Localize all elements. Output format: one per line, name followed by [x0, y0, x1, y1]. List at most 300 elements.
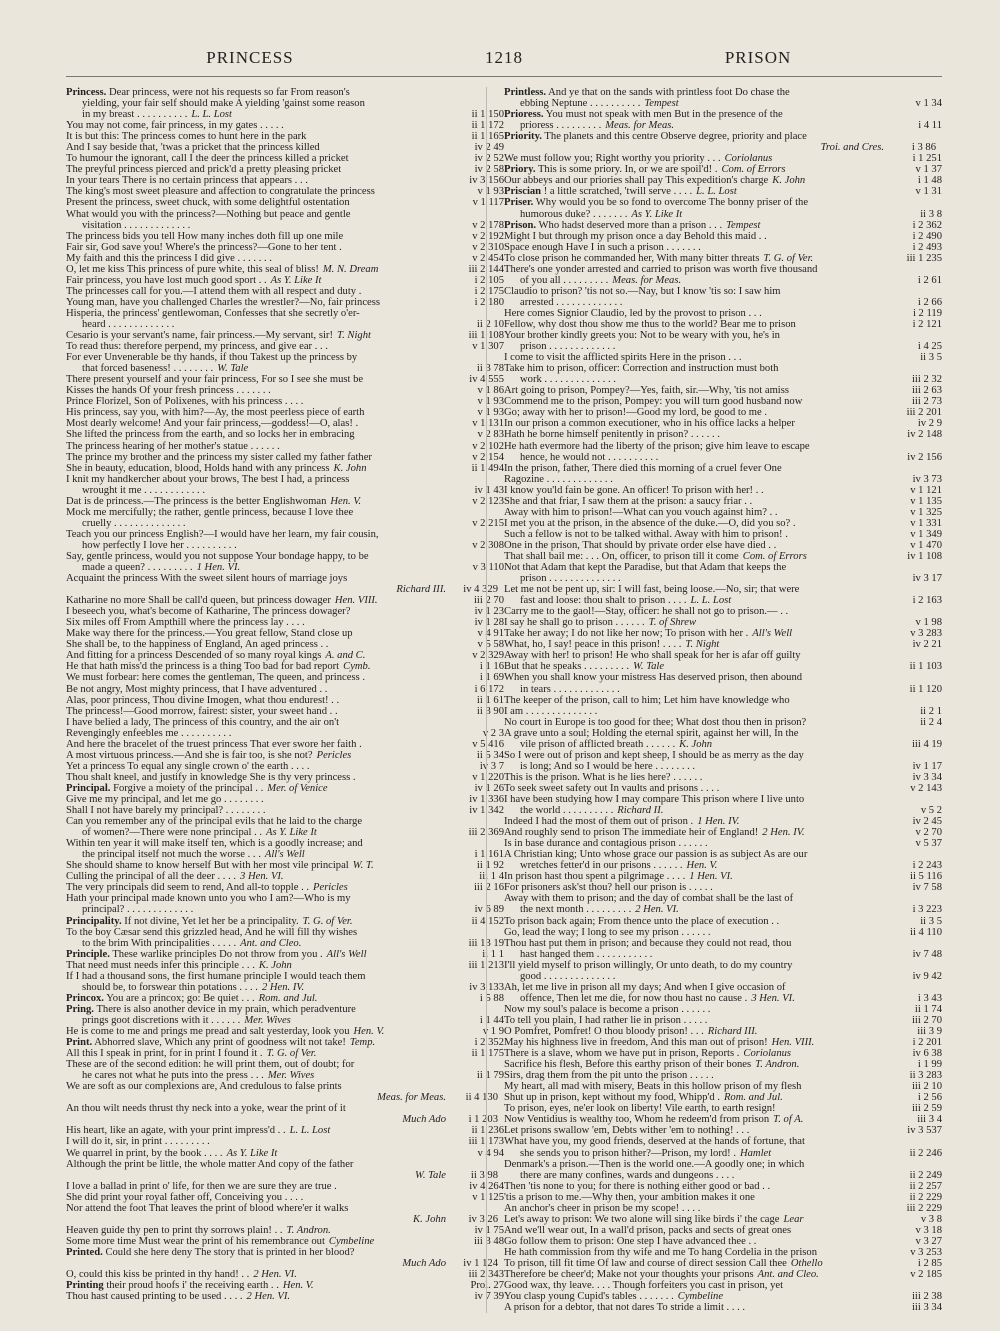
concordance-entry — [66, 927, 504, 938]
entry-reference: i 2 362 — [912, 219, 942, 231]
play-source: Hen. V. — [282, 1280, 314, 1292]
quotation-text: wrought it me . . . . . . . . . . . . — [82, 484, 205, 496]
quotation-text: offence, Then let me die, for now thou hast no cause . — [520, 992, 748, 1004]
entry-reference: iv 2 45 — [912, 816, 942, 828]
entry-reference: v 3 18 — [915, 1224, 942, 1236]
concordance-entry — [504, 650, 942, 661]
concordance-entry — [504, 1192, 942, 1203]
concordance-entry — [504, 540, 942, 551]
concordance-entry — [504, 584, 942, 595]
quotation-text: of you all . . . . . . . . . — [520, 274, 609, 286]
quotation-text: Be not angry, Most mighty princess, that I have adventured . . — [66, 683, 328, 695]
quotation-text: Shall I not have barely my principal? . . . . . . . . — [66, 805, 266, 817]
entry-reference: v 5 37 — [915, 838, 942, 850]
concordance-entry — [504, 1258, 942, 1269]
entry-reference: ii 2 249 — [909, 1169, 942, 1181]
concordance-entry — [66, 164, 504, 175]
concordance-entry — [504, 1070, 942, 1081]
entry-reference: i 1 16 — [479, 661, 504, 673]
play-source: Com. of Errors — [721, 164, 786, 176]
concordance-entry — [66, 1247, 504, 1258]
entry-reference: ii 1 172 — [471, 120, 504, 132]
quotation-text: Why would you be so fond to overcome The bonny priser of the — [535, 197, 809, 209]
concordance-entry — [66, 109, 504, 120]
concordance-entry — [504, 1048, 942, 1059]
concordance-entry — [504, 772, 942, 783]
headword: Principal. — [66, 782, 111, 794]
quotation-text: cruelly . . . . . . . . . . . . . . — [82, 517, 186, 529]
quotation-text: And roughly send to prison The immediate heir of England! — [504, 827, 759, 839]
concordance-entry — [504, 816, 942, 827]
entry-reference: iii 2 63 — [911, 385, 942, 397]
entry-reference: iv 1 17 — [912, 760, 942, 772]
concordance-entry — [504, 1148, 942, 1159]
concordance-entry — [504, 529, 942, 540]
headword: Princess. — [66, 87, 107, 98]
quotation-text: Take her away; I do not like her now; To prison with her . — [504, 628, 749, 640]
quotation-text: 'tis a prison to me.—Why then, your ambition makes it one — [504, 1191, 755, 1203]
quotation-text: is long; And so I would be here . . . . . . . . — [520, 760, 696, 772]
play-source: As Y. Like It — [226, 1147, 278, 1159]
entry-reference: iv 7 58 — [912, 882, 942, 894]
concordance-entry — [504, 474, 942, 485]
entry-reference: iv 1 28 — [474, 617, 504, 629]
play-source: K. John — [413, 1213, 446, 1225]
quotation-text: We quarrel in print, by the book . . . . — [66, 1147, 223, 1159]
concordance-entry — [66, 761, 504, 772]
concordance-entry — [66, 794, 504, 805]
concordance-entry — [504, 385, 942, 396]
concordance-entry — [504, 750, 942, 761]
quotation-text: These are of the second edition: he will print them, out of doubt; for — [66, 1059, 355, 1071]
concordance-entry — [504, 661, 942, 672]
entry-reference: iii 1 235 — [906, 252, 942, 264]
quotation-text: Cesario is your servant's name, fair princess.—My servant, sir! — [66, 330, 333, 342]
quotation-text: Abhorred slave, Which any print of goodness wilt not take! — [94, 1037, 346, 1049]
concordance-entry — [504, 175, 942, 186]
concordance-entry — [504, 352, 942, 363]
concordance-entry — [66, 363, 504, 374]
quotation-text: She and that friar, I saw them at the prison: a saucy friar . . — [504, 495, 753, 507]
entry-reference: i 3 223 — [912, 904, 942, 916]
entry-reference: iii 2 59 — [911, 1103, 942, 1115]
entry-reference: ii 3 5 — [920, 352, 942, 364]
play-source: K. John — [258, 959, 292, 971]
quotation-text: Such a fellow is not to be talked withal. Away with him to prison! . — [504, 528, 788, 540]
entry-reference: v 2 178 — [472, 219, 504, 231]
entry-reference: v 1 349 — [910, 528, 942, 540]
concordance-entry — [66, 595, 504, 606]
entry-reference: iii 2 201 — [906, 407, 942, 419]
quotation-text: A most virtuous princess.—And she is fair too, is she not? — [66, 749, 313, 761]
concordance-entry — [504, 308, 942, 319]
play-source: 1 Hen. VI. — [689, 871, 733, 883]
entry-reference: iv 4 264 — [469, 1180, 504, 1192]
entry-reference: v 1 37 — [915, 164, 942, 176]
concordance-entry — [66, 374, 504, 385]
headword: Printless. — [504, 87, 547, 98]
play-source: T. G. of Ver. — [763, 252, 814, 264]
entry-reference: iv 1 23 — [474, 606, 504, 618]
entry-reference: i 2 490 — [912, 230, 942, 242]
concordance-entry — [66, 617, 504, 628]
quotation-text: It is but this: The princess comes to hunt here in the park — [66, 131, 307, 143]
concordance-entry — [66, 330, 504, 341]
play-source: T. Andron. — [755, 1059, 800, 1071]
concordance-entry — [504, 938, 942, 949]
quotation-text: Therefore be cheer'd; Make not your thoughts your prisons — [504, 1269, 754, 1281]
quotation-text: Give me my principal, and let me go . . . . . . . . — [66, 794, 264, 805]
entry-reference: iii 2 144 — [468, 263, 504, 275]
play-source: Coriolanus — [743, 1048, 792, 1060]
entry-reference: v 2 123 — [472, 495, 504, 507]
quotation-text: Space enough Have I in such a prison . . . . . . . — [504, 241, 701, 253]
concordance-entry — [66, 1026, 504, 1037]
quotation-text: Who hadst deserved more than a prison . . . — [538, 219, 723, 231]
concordance-entry — [66, 938, 504, 949]
entry-reference: ii 1 150 — [471, 109, 504, 121]
entry-reference: ii 5 116 — [910, 871, 942, 883]
concordance-entry — [66, 131, 504, 142]
quotation-text: in tears . . . . . . . . . . . . . — [520, 683, 620, 695]
concordance-entry — [504, 197, 942, 208]
concordance-entry — [66, 849, 504, 860]
quotation-text: Thou shalt kneel, and justify in knowledge She is thy very princess . — [66, 771, 356, 783]
quotation-text: Now my soul's palace is become a prison . . . . . . — [504, 1003, 711, 1015]
play-source: 2 Hen. VI. — [635, 904, 679, 916]
concordance-entry — [504, 441, 942, 452]
concordance-entry — [66, 816, 504, 827]
concordance-entry — [504, 153, 942, 164]
quotation-text: I knit my handkercher about your brows, The best I had, a princess — [66, 473, 350, 485]
quotation-text: O Pomfret, Pomfret! O thou bloody prison! . . . — [504, 1025, 704, 1037]
quotation-text: Might I but through my prison once a day Behold this maid . . — [504, 230, 767, 242]
play-source: As Y. Like It — [631, 208, 683, 220]
quotation-text: The king's most sweet pleasure and affection to congratulate the princess — [66, 186, 375, 198]
quotation-text: Most dearly welcome! And your fair princess,—goddess!—O, alas! . — [66, 418, 359, 430]
concordance-entry — [66, 297, 504, 308]
quotation-text: prings goot discretions with it . . . . . . — [82, 1014, 241, 1026]
concordance-entry — [504, 1280, 942, 1291]
quotation-text: That shall bail me: . . . On, officer, to prison till it come — [504, 550, 739, 562]
entry-reference: i 4 11 — [918, 120, 942, 132]
quotation-text: should be, to forswear thin potations . . . . — [82, 981, 258, 993]
concordance-entry — [504, 728, 942, 739]
quotation-text: fast and loose: thou shalt to prison . . . . — [520, 595, 687, 607]
quotation-text: Fair sir, God save you! Where's the princess?—Gone to her tent . — [66, 241, 342, 253]
concordance-entry — [66, 87, 504, 98]
concordance-entry — [504, 396, 942, 407]
quotation-text: heard . . . . . . . . . . . . . — [82, 318, 175, 330]
play-source: W. Tale — [414, 1169, 446, 1181]
entry-reference: v 3 27 — [915, 1235, 942, 1247]
quotation-text: Acquaint the princess With the sweet silent hours of marriage joys — [66, 573, 348, 585]
entry-reference: v 1 121 — [910, 484, 942, 496]
quotation-text: She should shame to know herself But with her most vile principal — [66, 860, 349, 872]
entry-reference: v 2 154 — [472, 451, 504, 463]
concordance-entry — [504, 98, 942, 109]
concordance-entry — [504, 1136, 942, 1147]
concordance-entry — [504, 882, 942, 893]
concordance-entry — [504, 374, 942, 385]
entry-reference: ii 1 61 — [476, 694, 504, 706]
entry-reference: v 2 310 — [472, 241, 504, 253]
entry-reference: i 2 352 — [474, 1037, 504, 1049]
quotation-text: Heaven guide thy pen to print thy sorrows plain! . . — [66, 1224, 283, 1236]
entry-reference: i 2 66 — [917, 296, 942, 308]
concordance-entry — [66, 783, 504, 794]
quotation-text: Present the princess, sweet chuck, with some delightful ostentation — [66, 197, 350, 209]
concordance-entry — [66, 606, 504, 617]
quotation-text: If I had a thousand sons, the first humane principle I would teach them — [66, 970, 366, 982]
quotation-text: Carry me to the gaol!—Stay, officer: he shall not go to prison.— . . — [504, 606, 789, 618]
concordance-entry — [504, 452, 942, 463]
concordance-entry — [66, 418, 504, 429]
quotation-text: Ragozine . . . . . . . . . . . . . — [504, 473, 613, 485]
entry-reference: ii 3 90 — [476, 705, 504, 717]
entry-reference: i 2 201 — [912, 1037, 942, 1049]
quotation-text: You may not come, fair princess, in my gates . . . . . — [66, 120, 284, 132]
entry-reference: v 2 83 — [477, 429, 504, 441]
concordance-entry — [504, 982, 942, 993]
concordance-entry — [66, 352, 504, 363]
quotation-text: I say he shall go to prison . . . . . . — [504, 617, 645, 629]
concordance-entry — [66, 396, 504, 407]
quotation-text: arrested . . . . . . . . . . . . . — [520, 296, 623, 308]
quotation-text: He hath commission from thy wife and me To hang Cordelia in the prison — [504, 1246, 817, 1258]
quotation-text: Make way there for the princess.—You great fellow, Stand close up — [66, 628, 353, 640]
concordance-entry — [504, 363, 942, 374]
concordance-entry — [66, 971, 504, 982]
concordance-entry — [66, 98, 504, 109]
concordance-entry — [66, 1059, 504, 1070]
entry-reference: i 3 43 — [917, 992, 942, 1004]
quotation-text: An thou wilt needs thrust thy neck into a yoke, wear the print of it — [66, 1103, 346, 1115]
quotation-text: the world . . . . . . . . . . — [520, 805, 614, 817]
quotation-text: principal? . . . . . . . . . . . . . — [82, 904, 194, 916]
quotation-text: I am . . . . . . . . . . . . . . — [504, 705, 598, 717]
concordance-entry — [504, 253, 942, 264]
concordance-entry — [504, 407, 942, 418]
play-source: 2 Hen. VI. — [253, 1269, 297, 1281]
play-source: K. John — [679, 738, 713, 750]
quotation-text: I have belied a lady, The princess of this country, and the air on't — [66, 716, 340, 728]
entry-reference: iii 3 34 — [911, 1302, 942, 1314]
entry-reference: iii 2 73 — [911, 396, 942, 408]
concordance-entry — [66, 628, 504, 639]
concordance-entry — [504, 275, 942, 286]
entry-reference: ii 1 74 — [914, 1003, 942, 1015]
concordance-entry — [504, 341, 942, 352]
quotation-text: that forced baseness! . . . . . . . . — [82, 363, 214, 375]
entry-reference: iv 6 89 — [474, 904, 504, 916]
quotation-text: of women?—There were none principal . . — [82, 827, 263, 839]
concordance-entry — [504, 418, 942, 429]
concordance-entry — [66, 175, 504, 186]
concordance-entry — [66, 1070, 504, 1081]
concordance-entry — [504, 904, 942, 915]
concordance-entry — [66, 186, 504, 197]
quotation-text: To prison back again; From thence unto the place of execution . . — [504, 915, 780, 927]
quotation-text: She did print your royal father off, Conceiving you . . . . — [66, 1191, 304, 1203]
quotation-text: Take him to prison, officer: Correction and instruction must both — [504, 363, 779, 375]
entry-reference: iii 1 173 — [468, 1136, 504, 1148]
quotation-text: Alas, poor princess, Thou divine Imogen, what thou endurest! . . — [66, 694, 340, 706]
quotation-text: Not that Adam that kept the Paradise, but that Adam that keeps the — [504, 562, 787, 574]
play-source: 2 Hen. IV. — [261, 981, 305, 993]
concordance-entry — [504, 1170, 942, 1181]
play-source: Mer. Wives — [244, 1014, 291, 1026]
concordance-entry — [504, 496, 942, 507]
quotation-text: His heart, like an agate, with your print impress'd . . — [66, 1125, 286, 1137]
concordance-entry — [66, 1037, 504, 1048]
entry-reference: iii 2 32 — [911, 374, 942, 386]
entry-reference: iv 1 26 — [474, 782, 504, 794]
concordance-entry — [504, 1291, 942, 1302]
quotation-text: To prison, eyes, ne'er look on liberty! Vile earth, to earth resign! — [504, 1103, 776, 1115]
concordance-entry — [66, 507, 504, 518]
entry-reference: iv 1 342 — [469, 805, 504, 817]
quotation-text: When you shall know your mistress Has deserved prison, then abound — [504, 672, 803, 684]
concordance-entry — [504, 1269, 942, 1280]
quotation-text: Indeed I had the most of them out of prison . — [504, 816, 694, 828]
play-source: L. L. Lost — [191, 109, 232, 121]
quotation-text: Go, lead the way; I long to see my prison . . . . . . — [504, 926, 711, 938]
quotation-text: how perfectly I love her . . . . . . . . . . — [82, 539, 237, 551]
quotation-text: visitation . . . . . . . . . . . . . — [82, 219, 191, 231]
concordance-entry — [66, 982, 504, 993]
entry-reference: iii 2 70 — [911, 1014, 942, 1026]
concordance-entry — [504, 783, 942, 794]
entry-reference: ii 3 283 — [909, 1070, 942, 1082]
quotation-text: A prison for a debtor, that not dares To stride a limit . . . . — [504, 1302, 746, 1314]
entry-reference: ii 4 110 — [910, 926, 942, 938]
concordance-entry — [504, 871, 942, 882]
quotation-text: Your brother kindly greets you: Not to be weary with you, he's in — [504, 330, 780, 342]
concordance-entry — [66, 573, 504, 584]
quotation-text: The princess hearing of her mother's statue . . . . . . — [66, 440, 280, 452]
quotation-text: Prince Florizel, Son of Polixenes, with his princess . . . . — [66, 396, 304, 408]
entry-reference: iii 4 19 — [911, 738, 942, 750]
play-source: L. L. Lost — [289, 1125, 331, 1137]
quotation-text: In prison hast thou spent a pilgrimage . . . . — [504, 871, 686, 883]
quotation-text: There's one yonder arrested and carried to prison was worth five thousand — [504, 263, 818, 275]
entry-reference: ii 1 236 — [471, 1125, 504, 1137]
entry-reference: ii 2 1 — [920, 705, 942, 717]
entry-reference: ii 1 120 — [909, 683, 942, 695]
concordance-entry — [504, 617, 942, 628]
quotation-text: Is in base durance and contagious prison . . . . . . — [504, 838, 708, 850]
play-source: Much Ado — [402, 1114, 446, 1126]
play-source: Ant. and Cleo. — [240, 937, 302, 949]
headword: Principality. — [66, 915, 122, 927]
concordance-entry — [66, 584, 504, 595]
entry-reference: iv 2 9 — [917, 418, 942, 430]
concordance-entry — [504, 297, 942, 308]
concordance-entry — [66, 551, 504, 562]
entry-reference: iv 3 34 — [912, 771, 942, 783]
quotation-text: There present yourself and your fair princess, For so I see she must be — [66, 374, 364, 386]
entry-reference: ii 3 8 — [920, 208, 942, 220]
play-source: T. of Shrew — [648, 617, 697, 629]
entry-reference: ii 1 175 — [471, 1048, 504, 1060]
quotation-text: the next month . . . . . . . . . — [520, 904, 632, 916]
entry-reference: v 2 308 — [472, 539, 504, 551]
quotation-text: One in the prison, That should by private order else have died . . — [504, 539, 777, 551]
quotation-text: Hisperia, the princess' gentlewoman, Confesses that she secretly o'er- — [66, 307, 360, 319]
entry-reference: iii 3 48 — [473, 1235, 504, 1247]
concordance-entry — [66, 717, 504, 728]
quotation-text: good . . . . . . . . . . . . . . — [520, 970, 616, 982]
quotation-text: Revengingly enfeebles me . . . . . . . . . . — [66, 727, 232, 739]
quotation-text: yielding, your fair self should make A yielding 'gainst some reason — [82, 98, 365, 110]
concordance-entry — [66, 1125, 504, 1136]
concordance-entry — [504, 916, 942, 927]
entry-reference: v 5 2 — [920, 805, 942, 817]
headword: Printed. — [66, 1246, 103, 1258]
play-source: K. John — [772, 175, 806, 187]
entry-reference: v 1 331 — [910, 517, 942, 529]
quotation-text: There is also another device in my prain, which peradventure — [96, 1003, 356, 1015]
play-source: Mer. of Venice — [267, 782, 328, 794]
play-source: 2 Hen. VI. — [246, 1291, 291, 1303]
quotation-text: hence, he would not . . . . . . . . . . — [520, 451, 659, 463]
entry-reference: i 2 493 — [912, 241, 942, 253]
play-source: Hen. VIII. — [334, 595, 378, 607]
quotation-text: work . . . . . . . . . . . . . . — [520, 374, 616, 386]
quotation-text: Then 'tis none to you; for there is nothing either good or bad . . — [504, 1180, 771, 1192]
entry-reference: v 2 70 — [915, 827, 942, 839]
entry-reference: ii 2 4 — [920, 716, 942, 728]
concordance-entry — [66, 452, 504, 463]
entry-reference: iii 3 9 — [917, 1025, 942, 1037]
concordance-entry — [66, 860, 504, 871]
concordance-entry — [66, 385, 504, 396]
entry-reference: v 1 470 — [910, 539, 942, 551]
quotation-text: humorous duke? . . . . . . . — [520, 208, 628, 220]
quotation-text: This is some priory. In, or we are spoil'd! . — [537, 164, 718, 176]
quotation-text: All this I speak in print, for in print I found it . — [66, 1048, 263, 1060]
concordance-entry — [66, 672, 504, 683]
quotation-text: The very principals did seem to rend, And all-to topple . . — [66, 882, 310, 894]
concordance-entry — [66, 893, 504, 904]
quotation-text: Could she here deny The story that is printed in her blood? — [105, 1246, 355, 1258]
concordance-entry — [66, 949, 504, 960]
play-source: Tempest — [726, 219, 761, 231]
concordance-entry — [66, 540, 504, 551]
concordance-entry — [504, 485, 942, 496]
headword: Princox. — [66, 992, 104, 1004]
concordance-entry — [504, 573, 942, 584]
concordance-entry — [66, 695, 504, 706]
concordance-entry — [66, 474, 504, 485]
entry-reference: iv 3 26 — [468, 1213, 498, 1225]
play-source: Cymbeline — [328, 1235, 375, 1247]
quotation-text: There is a slave, whom we have put in prison, Reports . — [504, 1048, 740, 1060]
quotation-text: Ah, let me live in prison all my days; And when I give occasion of — [504, 981, 786, 993]
entry-reference: ii 1 79 — [476, 1070, 504, 1082]
concordance-entry — [66, 142, 504, 153]
quotation-text: You clasp young Cupid's tables . . . . . . . — [504, 1291, 674, 1303]
quotation-text: Let me not be pent up, sir: I will fast, being loose.—No, sir; that were — [504, 584, 800, 596]
entry-reference: iv 2 21 — [912, 639, 942, 651]
right-column — [504, 87, 942, 1313]
play-source: Hen. VIII. — [771, 1037, 815, 1049]
entry-reference: v 1 131 — [472, 418, 504, 430]
quotation-text: You must not speak with men But in the presence of the — [545, 109, 783, 121]
concordance-entry — [504, 1015, 942, 1026]
quotation-text: She in beauty, education, blood, Holds hand with any princess — [66, 462, 330, 474]
